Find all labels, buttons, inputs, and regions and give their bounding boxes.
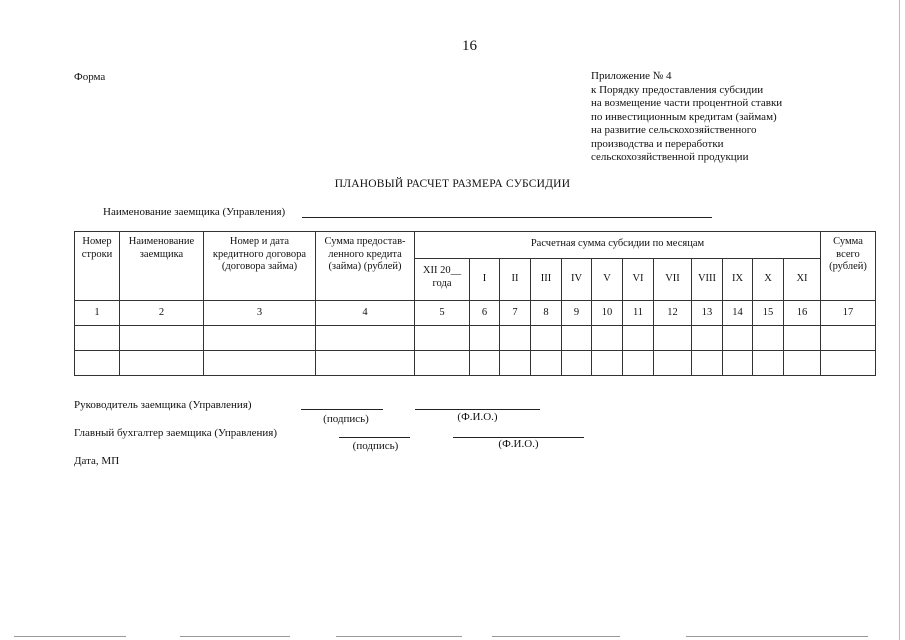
table-cell[interactable] [120,326,204,351]
table-cell[interactable] [531,326,562,351]
page-edge-right [899,0,900,640]
date-stamp-label: Дата, МП [74,455,120,467]
table-cell[interactable] [120,351,204,376]
month-ix: IX [723,259,753,301]
head-name-line[interactable] [415,409,540,410]
appendix-line: на возмещение части процентной ставки [591,97,783,109]
month-ii: II [500,259,531,301]
table-cell[interactable] [415,326,470,351]
table-cell[interactable] [531,351,562,376]
header-borrower: Наименование заемщика [120,232,204,301]
column-number-row [75,301,876,326]
month-xi: XI [784,259,821,301]
column-number: 16 [784,301,821,326]
appendix-line: сельскохозяйственной продукции [591,151,749,163]
page-number: 16 [462,38,477,54]
table-cell[interactable] [592,351,623,376]
column-number: 7 [500,301,531,326]
header-contract: Номер и дата кредитного договора (договора займа) [204,232,316,301]
table-cell[interactable] [723,351,753,376]
column-number: 10 [592,301,623,326]
borrower-name-label: Наименование заемщика (Управления) [103,206,286,218]
accountant-signature-caption: (подпись) [352,440,399,452]
table-cell[interactable] [562,326,592,351]
header-monthly-subsidy: Расчетная сумма субсидии по месяцам [415,232,821,259]
table-cell[interactable] [75,351,120,376]
month-vii: VII [654,259,692,301]
head-name-caption: (Ф.И.О.) [457,411,498,423]
month-vi: VI [623,259,654,301]
accountant-signature-line[interactable] [339,437,410,438]
appendix-line: производства и переработки [591,137,724,150]
table-cell[interactable] [204,351,316,376]
table-cell[interactable] [204,326,316,351]
table-cell[interactable] [784,351,821,376]
table-row [75,351,876,376]
appendix-header [591,70,891,165]
table-cell[interactable] [415,351,470,376]
head-signature-label: Руководитель заемщика (Управления) [74,399,252,411]
month-iii: III [531,259,562,301]
table-cell[interactable] [500,351,531,376]
document-title: ПЛАНОВЫЙ РАСЧЕТ РАЗМЕРА СУБСИДИИ [334,178,571,190]
table-cell[interactable] [470,326,500,351]
table-cell[interactable] [654,351,692,376]
table-cell[interactable] [623,326,654,351]
table-cell[interactable] [654,326,692,351]
appendix-line: к Порядку предоставления субсидии [591,83,764,96]
column-number: 5 [415,301,470,326]
accountant-signature-label: Главный бухгалтер заемщика (Управления) [74,427,278,439]
column-number: 12 [654,301,692,326]
column-number: 13 [692,301,723,326]
table-cell[interactable] [562,351,592,376]
month-i: I [470,259,500,301]
header-credit-sum: Сумма предостав-ленного кредита (займа) (рублей) [316,232,415,301]
column-number: 11 [623,301,654,326]
appendix-line: на развитие сельскохозяйственного [591,124,757,136]
column-number: 8 [531,301,562,326]
borrower-name-field[interactable] [302,217,712,218]
table-cell[interactable] [470,351,500,376]
month-x: X [753,259,784,301]
month-iv: IV [562,259,592,301]
column-number: 17 [821,301,876,326]
table-cell[interactable] [316,351,415,376]
column-number: 1 [75,301,120,326]
table-cell[interactable] [592,326,623,351]
column-number: 15 [753,301,784,326]
month-viii: VIII [692,259,723,301]
column-number: 6 [470,301,500,326]
table-cell[interactable] [500,326,531,351]
table-cell[interactable] [821,326,876,351]
column-number: 9 [562,301,592,326]
column-number: 2 [120,301,204,326]
month-xii: XII 20__ года [415,259,470,301]
appendix-line: Приложение № 4 [591,70,672,82]
table-cell[interactable] [316,326,415,351]
header-row-number: Номер строки [75,232,120,301]
column-number: 14 [723,301,753,326]
head-signature-line[interactable] [301,409,383,410]
accountant-name-caption: (Ф.И.О.) [498,438,539,450]
table-cell[interactable] [821,351,876,376]
month-v: V [592,259,623,301]
header-total: Сумма всего (рублей) [821,232,876,301]
table-cell[interactable] [692,326,723,351]
subsidy-calculation-table [74,231,876,376]
table-cell[interactable] [784,326,821,351]
head-signature-caption: (подпись) [323,413,369,425]
form-label: Форма [74,71,106,83]
column-number: 3 [204,301,316,326]
column-number: 4 [316,301,415,326]
table-cell[interactable] [723,326,753,351]
table-cell[interactable] [75,326,120,351]
table-cell[interactable] [623,351,654,376]
table-row [75,326,876,351]
appendix-line: по инвестиционным кредитам (займам) [591,110,777,123]
table-cell[interactable] [753,351,784,376]
table-cell[interactable] [692,351,723,376]
table-cell[interactable] [753,326,784,351]
